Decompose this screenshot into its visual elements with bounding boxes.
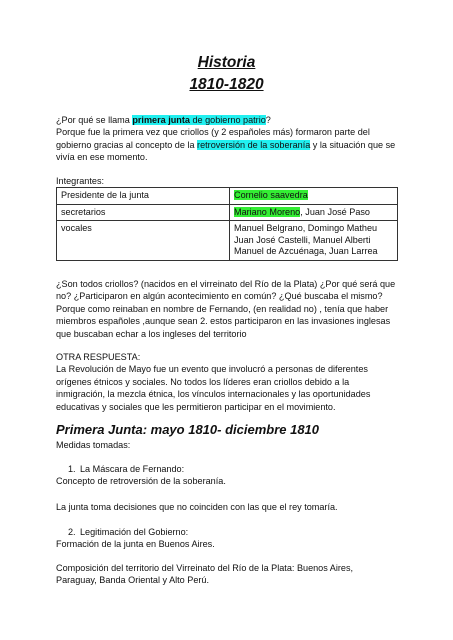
table-row <box>57 221 398 261</box>
vocal-line: Manuel Belgrano, Domingo Matheu <box>234 223 378 234</box>
criollos-line: ¿Son todos criollos? (nacidos en el virreinato del Río de la Plata) ¿Por qué será que <box>56 279 396 289</box>
list-number: 2. <box>68 527 76 537</box>
list-item-label: La Máscara de Fernando: <box>80 464 185 474</box>
otra-line: educativas y sociales que les permitieron participar en el movimiento. <box>56 401 336 412</box>
list-item-1 <box>56 463 401 488</box>
list-item-1-title <box>56 463 401 475</box>
criollos-line: Porque como reinaban en nombre de Fernando, (en realidad no) , tenía que haber <box>56 303 389 314</box>
junta-decisiones-note: La junta toma decisiones que no coinciden con las que el rey tomaría. <box>56 502 338 512</box>
highlight-gobierno-patrio: de gobierno patrio <box>189 115 266 125</box>
intro-line-2-start: gobierno gracias al concepto de la <box>56 139 198 150</box>
criollos-line: no? ¿Participaron en algún acontecimiento en común? ¿Qué buscaba el mismo? <box>56 291 383 302</box>
criollos-line: que buscaban echar a los ingleses del territorio <box>56 328 247 339</box>
table-row <box>57 204 398 221</box>
otra-line: orígenes étnicos y sociales. No todos los líderes eran criollos debido a la <box>56 376 350 387</box>
intro-line-2-end: y la situación que se <box>310 139 396 150</box>
name-rest: , Juan José Paso <box>300 206 370 217</box>
list-item-label: Legitimación del Gobierno: <box>80 527 189 537</box>
integrantes-table <box>56 187 398 261</box>
highlight-saavedra: Cornelio saavedra <box>234 190 308 200</box>
question-text: ¿Por qué se llama <box>56 115 133 125</box>
highlight-moreno: Mariano Moreno <box>234 206 301 217</box>
criollos-paragraph <box>56 278 401 340</box>
list-item-2-title <box>56 526 401 538</box>
otra-respuesta-heading: OTRA RESPUESTA: <box>56 352 141 362</box>
criollos-line: miembros españoles ,aunque sean 2. estos participaron en las invasiones inglesas <box>56 316 391 327</box>
highlight-retroversion: retroversión de la soberanía <box>197 139 311 150</box>
integrantes-label: Integrantes: <box>56 176 105 186</box>
list-item-2 <box>56 526 401 551</box>
table-cell-name <box>230 188 398 205</box>
otra-line: inmigración, la mezcla étnica, los vínculos internacionales y las oportunidades <box>56 389 371 400</box>
intro-line-3: vivía en ese momento. <box>56 152 148 163</box>
vocal-line: Manuel de Azcuénaga, Juan Larrea <box>234 246 378 257</box>
list-item-1-concept: Concepto de retroversión de la soberanía. <box>56 476 226 487</box>
table-cell-name <box>230 221 398 261</box>
list-number: 1. <box>68 464 76 474</box>
highlight-primera-junta: primera junta <box>132 115 190 125</box>
composicion-line: Composición del territorio del Virreinato del Río de la Plata: Buenos Aires, <box>56 563 354 573</box>
composicion-paragraph <box>56 562 401 587</box>
section-heading: Primera Junta: mayo 1810- diciembre 1810 <box>56 422 320 437</box>
composicion-line: Paraguay, Banda Oriental y Alto Perú. <box>56 575 209 586</box>
table-cell-name <box>230 204 398 221</box>
document-title: Historia <box>197 54 256 71</box>
table-cell-role: vocales <box>57 221 230 261</box>
list-item-2-concept: Formación de la junta en Buenos Aires. <box>56 539 215 550</box>
intro-line-2 <box>56 139 401 151</box>
intro-line-1: Porque fue la primera vez que criollos (y 2 españoles más) formaron parte del <box>56 127 370 138</box>
vocal-line: Juan José Castelli, Manuel Alberti <box>234 234 371 245</box>
intro-paragraph <box>56 114 401 164</box>
question-end: ? <box>265 115 271 125</box>
table-cell-role: secretarios <box>57 204 230 221</box>
otra-line: La Revolución de Mayo fue un evento que involucró a personas de diferentes <box>56 364 368 375</box>
medidas-label: Medidas tomadas: <box>56 440 131 450</box>
document-subtitle: 1810-1820 <box>189 76 264 93</box>
otra-respuesta-paragraph <box>56 351 401 413</box>
table-cell-role: Presidente de la junta <box>57 188 230 205</box>
intro-question <box>56 114 401 126</box>
table-row <box>57 188 398 205</box>
